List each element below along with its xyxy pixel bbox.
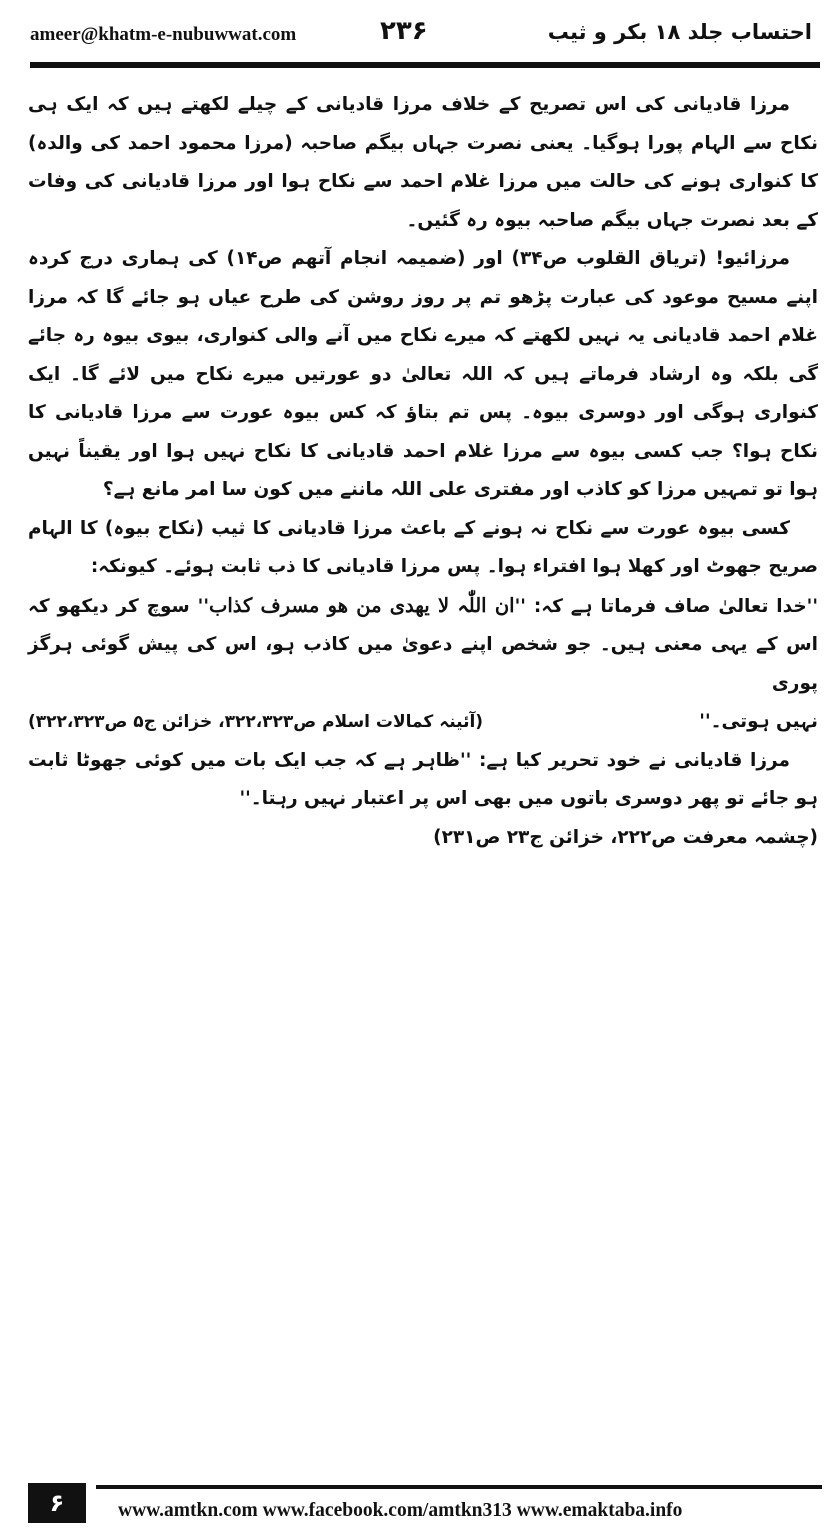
page-header <box>30 12 820 56</box>
paragraph-1: مرزا قادیانی کی اس تصریح کے خلاف مرزا قادیانی کے چیلے لکھتے ہیں کہ ایک ہی نکاح سے الہام پورا ہوگیا۔ یعنی نصرت جہاں بیگم صاحبہ (مرزا محمود احمد کی والدہ) کا کنواری ہونے کی حالت میں مرزا غلام احمد سے نکاح ہوا اور مرزا قادیانی کی وفات کے بعد نصرت جہاں بیگم صاحبہ بیوہ رہ گئیں۔ <box>28 94 818 231</box>
paragraph-5: مرزا قادیانی نے خود تحریر کیا ہے: ''ظاہر ہے کہ جب ایک بات میں کوئی جھوٹا ثابت ہو جائے تو پھر دوسری باتوں میں بھی اس پر اعتبار نہیں رہتا۔'' <box>28 749 818 809</box>
footer-urls: www.amtkn.com www.facebook.com/amtkn313 www.emaktaba.info <box>118 1500 683 1521</box>
quote-citation: (آئینہ کمالات اسلام ص۳۲۲،۳۲۳، خزائن ج۵ ص۳۲۲،۳۲۳) <box>28 712 484 732</box>
quote-continuation: '' سوچ کر دیکھو کہ اس کے یہی معنی ہیں۔ جو شخص اپنے دعویٰ میں کاذب ہو، اس کی پیش گوئی ہرگز پوری <box>28 595 818 694</box>
quote-end-line <box>28 703 818 742</box>
quote-end: نہیں ہوتی۔'' <box>699 711 818 732</box>
closing-citation: (چشمہ معرفت ص۲۲۲، خزائن ج۲۳ ص۲۳۱) <box>433 826 818 848</box>
paragraph-3: کسی بیوہ عورت سے نکاح نہ ہونے کے باعث مرزا قادیانی کا ثیب (نکاح بیوہ) کا الہام صریح جھوٹ اور کھلا ہوا افتراء ہوا۔ پس مرزا قادیانی کا ذب ثابت ہوئے۔ کیونکہ: <box>28 517 818 577</box>
paragraph-4 <box>28 587 818 742</box>
header-page-number: ۲۳۶ <box>380 16 428 46</box>
footer-rule <box>96 1485 822 1489</box>
footer-page-number: ۶ <box>28 1483 86 1523</box>
paragraph-2: مرزائیو! (تریاق القلوب ص۳۴) اور (ضمیمہ انجام آتھم ص۱۴) کی ہماری درج کردہ اپنے مسیح موعود کی عبارت پڑھو تم پر روز روشن کی طرح عیاں ہو جائے گا کہ مرزا غلام احمد قادیانی یہ نہیں لکھتے کہ میرے نکاح میں آنے والی کنواری، بیوی بیوہ رہ جائے گی بلکہ وہ ارشاد فرماتے ہیں کہ اللہ تعالیٰ دو عورتیں میرے نکاح میں لائے گا۔ ایک کنواری ہوگی اور دوسری بیوہ۔ پس تم بتاؤ کہ کس بیوہ عورت سے مرزا قادیانی کا نکاح ہوا؟ جب کسی بیوہ سے مرزا غلام احمد قادیانی کا نکاح نہیں ہوا اور یقیناً نہیں ہوا تو تمہیں مرزا کو کاذب اور مفتری علی اللہ ماننے میں کون سا امر مانع ہے؟ <box>28 248 818 500</box>
header-rule <box>30 62 820 68</box>
quote-intro: ''خدا تعالیٰ صاف فرماتا ہے کہ: '' <box>514 595 818 617</box>
page-body <box>28 86 818 857</box>
header-email: ameer@khatm-e-nubuwwat.com <box>30 24 297 45</box>
arabic-verse: ان اللّٰہ لا یھدی من ھو مسرف کذاب <box>208 593 515 617</box>
header-book-title: احتساب جلد ۱۸ بکر و ثیب <box>547 20 812 44</box>
